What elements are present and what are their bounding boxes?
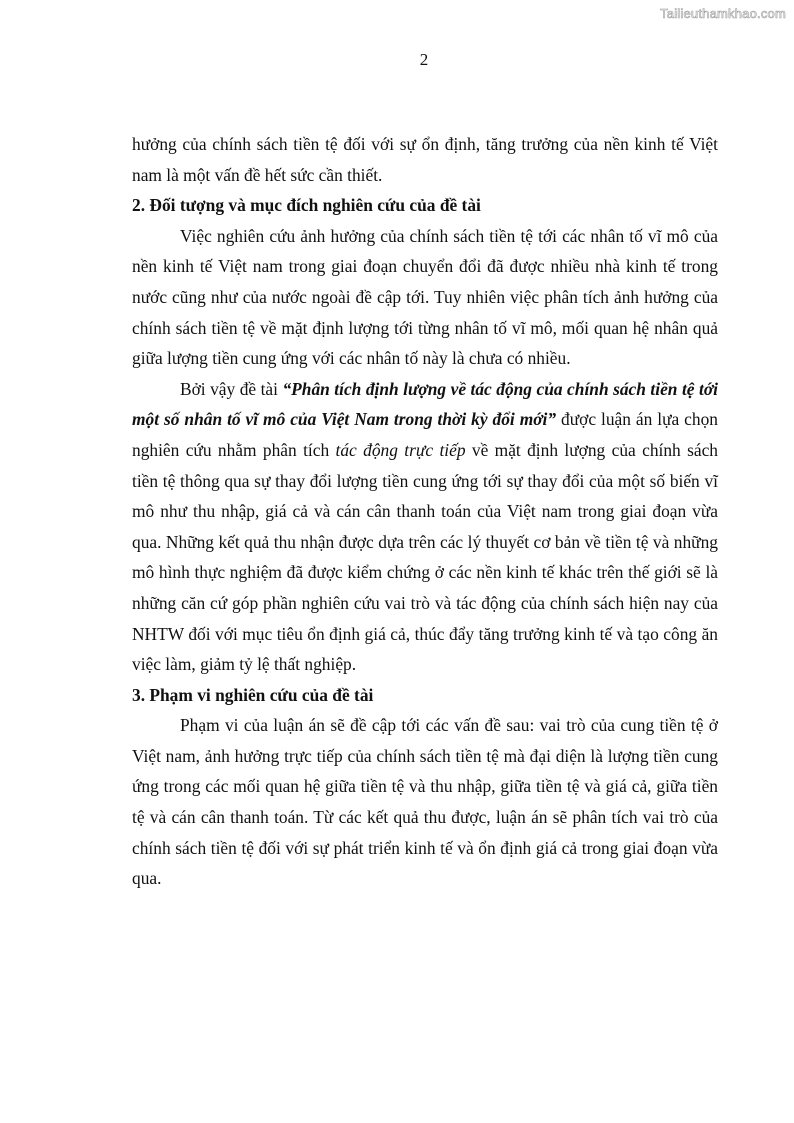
intro-paragraph: hưởng của chính sách tiền tệ đối với sự ổn định, tăng trưởng của nền kinh tế Việt nam là một vấn đề hết sức cần thiết. [132,134,718,185]
para2-lead: Bởi vậy đề tài [180,378,283,399]
para2-rest: về mặt định lượng của chính sách tiền tệ thông qua sự thay đổi lượng tiền cung ứng tới sự thay đổi của một số biến vĩ mô như thu nhập, giá cả và cán cân thanh toán của Việt nam trong giai đoạn vừa qua. Những kết quả thu nhận được dựa trên các lý thuyết cơ bản về tiền tệ và những mô hình thực nghiệm đã được kiểm chứng ở các nền kinh tế khác trên thế giới sẽ là những căn cứ góp phần nghiên cứu vai trò và tác động của chính sách hiện nay của NHTW đối với mục tiêu ổn định giá cả, thúc đẩy tăng trưởng kinh tế và tạo công ăn việc làm, giảm tỷ lệ thất nghiệp. [132,439,719,675]
section-3-heading: 3. Phạm vi nghiên cứu của đề tài [132,684,374,705]
thesis-title: “Phân tích định lượng về tác động của chính sách tiền tệ tới một số nhân tố vĩ mô của Việt Nam trong thời kỳ đổi mới” [132,378,718,430]
section-3-paragraph-1: Phạm vi của luận án sẽ đề cập tới các vấn đề sau: vai trò của cung tiền tệ ở Việt nam, ảnh hưởng trực tiếp của chính sách tiền tệ mà đại diện là lượng tiền cung ứng trong các mối quan hệ giữa tiền tệ và thu nhập, giữa tiền tệ và giá cả, giữa tiền tệ và cán cân thanh toán. Từ các kết quả thu được, luận án sẽ phân tích vai trò của chính sách tiền tệ đối với sự phát triển kinh tế và ổn định giá cả trong giai đoạn vừa qua. [132,715,718,889]
section-2-paragraph-2 [132,374,718,680]
section-2-heading: 2. Đối tượng và mục đích nghiên cứu của đề tài [132,195,481,216]
document-body [132,129,718,894]
section-2-paragraph-1: Việc nghiên cứu ảnh hưởng của chính sách tiền tệ tới các nhân tố vĩ mô của nền kinh tế Việt nam trong giai đoạn chuyển đổi đã được nhiều nhà kinh tế trong nước cũng như của nước ngoài đề cập tới. Tuy nhiên việc phân tích ảnh hưởng của chính sách tiền tệ về mặt định lượng tới từng nhân tố vĩ mô, mối quan hệ nhân quả giữa lượng tiền cung ứng với các nhân tố này là chưa có nhiều. [132,225,718,369]
watermark-text: Tailieuthamkhao.com [660,6,786,21]
page-number: 2 [419,50,429,69]
para2-emphasis: tác động trực tiếp [335,439,466,460]
para2-mid: được luận án lựa chọn nghiên cứu nhằm phân tích [132,409,718,460]
